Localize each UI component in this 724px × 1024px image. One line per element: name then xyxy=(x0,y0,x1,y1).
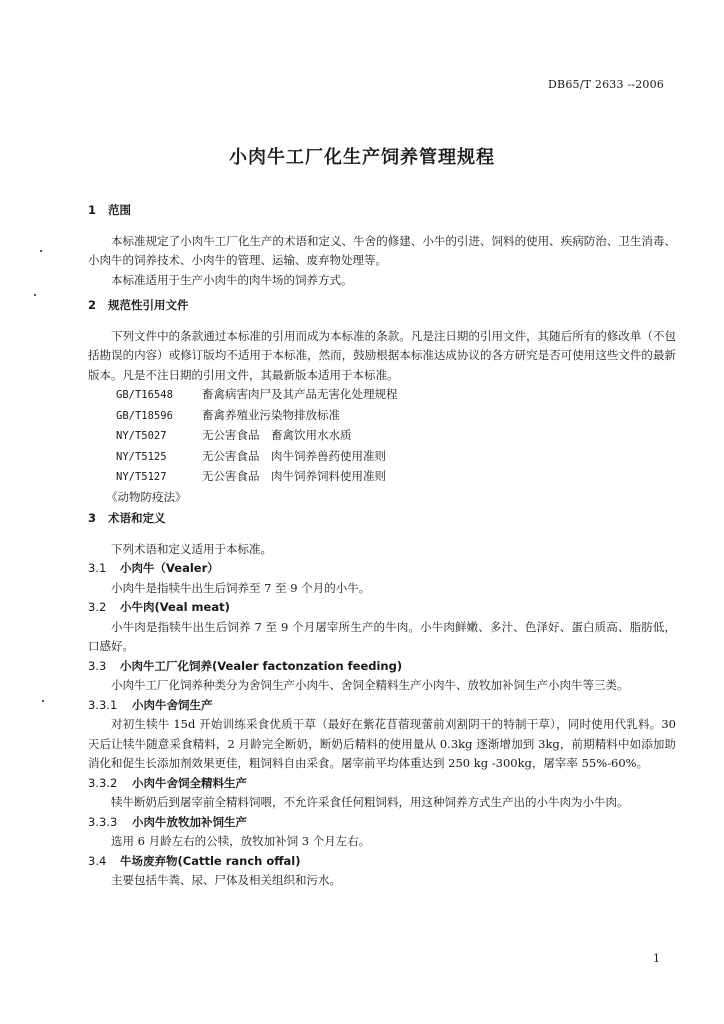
paragraph: 小肉牛是指犊牛出生后饲养至 7 至 9 个月的小牛。 xyxy=(111,580,371,595)
reference-item: GB/T18596 畜禽养殖业污染物排放标准 xyxy=(116,407,340,422)
subsection-heading: 3.1 小肉牛（Vealer） xyxy=(88,561,219,575)
subsection-heading: 3.4 牛场废弃物(Cattle ranch offal) xyxy=(88,853,301,868)
section-heading: 1 范围 xyxy=(88,203,131,217)
section-normative-references xyxy=(88,296,676,507)
paragraph: 选用 6 月龄左右的公犊，放牧加补饲 3 个月左右。 xyxy=(111,834,371,848)
section-terms-definitions xyxy=(88,509,676,891)
paragraph: 主要包括牛粪、尿、尸体及相关组织和污水。 xyxy=(111,873,341,887)
paragraph: 对初生犊牛 15d 开始训练采食优质干草（最好在紫花苜蓿现蕾前刈割阴干的特制干草），同时使用代乳料。30 天后让犊牛随意采食精料，2 月龄完全断奶，断奶后精料的使用量从 0.3kg 逐渐增加到 3kg，前期精料中如添加助消化和促生长添加剂效果更佳，粗饲料自由采食。屠宰前平均体重达到 250 kg -300kg，屠宰率 55%-60%。 xyxy=(88,717,676,770)
reference-item: GB/T16548 畜禽病害肉尸及其产品无害化处理规程 xyxy=(116,387,398,401)
section-heading: 3 术语和定义 xyxy=(88,511,166,525)
paragraph: 小肉牛工厂化饲养种类分为舍饲生产小肉牛、舍饲全精料生产小肉牛、放牧加补饲生产小肉牛等三类。 xyxy=(111,678,629,692)
subsection-heading: 3.3.3 小肉牛放牧加补饲生产 xyxy=(88,814,247,829)
subsection-heading: 3.2 小牛肉(Veal meat) xyxy=(88,600,230,614)
subsection-heading: 3.3 小肉牛工厂化饲养(Vealer factonzation feeding) xyxy=(88,658,403,673)
reference-law: 《动物防疫法》 xyxy=(106,489,187,504)
paragraph: 下列术语和定义适用于本标准。 xyxy=(111,541,272,556)
document-title: 小肉牛工厂化生产饲养管理规程 xyxy=(229,147,495,168)
paragraph: 犊牛断奶后到屠宰前全精料饲喂，不允许采食任何粗饲料，用这种饲养方式生产出的小牛肉为小牛肉。 xyxy=(111,795,629,809)
scan-speck xyxy=(34,294,36,296)
section-scope xyxy=(88,201,676,290)
scan-speck xyxy=(40,250,42,252)
reference-item: NY/T5027 无公害食品 畜禽饮用水水质 xyxy=(116,428,352,442)
paragraph: 本标准规定了小肉牛工厂化生产的术语和定义、牛舍的修建、小牛的引进、饲料的使用、疾病防治、卫生消毒、小肉牛的饲养技术、小肉牛的管理、运输、废弃物处理等。 xyxy=(88,233,676,267)
reference-item: NY/T5127 无公害食品 肉牛饲养饲料使用准则 xyxy=(116,469,386,483)
paragraph: 下列文件中的条款通过本标准的引用而成为本标准的条款。凡是注日期的引用文件，其随后所有的修改单（不包括勘误的内容）或修订版均不适用于本标准，然而，鼓励根据本标准达成协议的各方研究是否可使用这些文件的最新版本。凡是不注日期的引用文件，其最新版本适用于本标准。 xyxy=(88,328,676,382)
page-number: 1 xyxy=(653,952,660,965)
standard-code: DB65/T 2633 --2006 xyxy=(548,78,664,91)
scan-speck xyxy=(42,700,44,702)
paragraph: 小牛肉是指犊牛出生后饲养 7 至 9 个月屠宰所生产的牛肉。小牛肉鲜嫩、多汁、色泽好、蛋白质高、脂肪低，口感好。 xyxy=(88,619,676,653)
subsection-heading: 3.3.1 小肉牛舍饲生产 xyxy=(88,697,213,712)
reference-item: NY/T5125 无公害食品 肉牛饲养兽药使用准则 xyxy=(116,448,386,463)
paragraph: 本标准适用于生产小肉牛的肉牛场的饲养方式。 xyxy=(111,272,353,287)
section-heading: 2 规范性引用文件 xyxy=(88,298,189,312)
subsection-heading: 3.3.2 小肉牛舍饲全精料生产 xyxy=(88,775,247,790)
